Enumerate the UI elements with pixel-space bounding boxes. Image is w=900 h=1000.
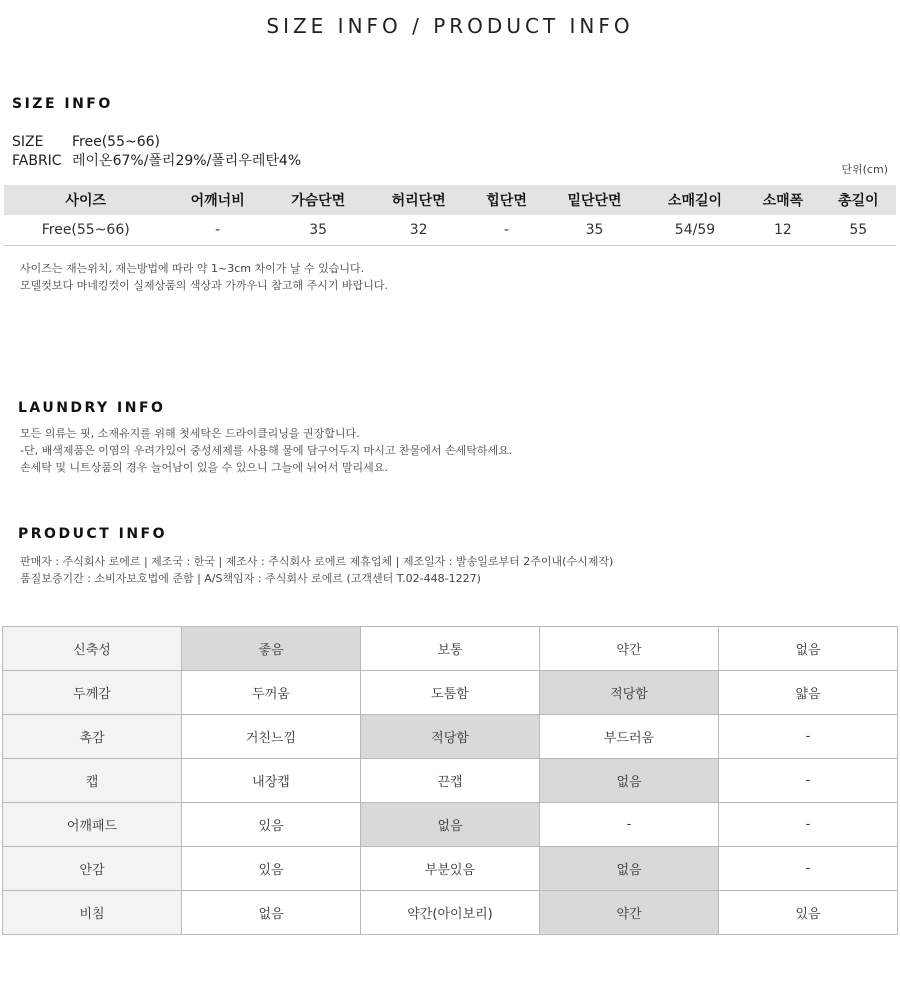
size-cell: Free(55~66) bbox=[4, 215, 167, 246]
size-cell: 32 bbox=[368, 215, 468, 246]
size-cell: - bbox=[469, 215, 544, 246]
feature-option: - bbox=[719, 715, 898, 759]
feature-label: 두께감 bbox=[3, 671, 182, 715]
feature-option: 있음 bbox=[182, 803, 361, 847]
unit-label: 단위(cm) bbox=[841, 163, 888, 176]
feature-option-selected: 약간 bbox=[540, 891, 719, 935]
feature-option: 보통 bbox=[361, 627, 540, 671]
feature-option: 약간 bbox=[540, 627, 719, 671]
feature-option: 도톰함 bbox=[361, 671, 540, 715]
size-note: 사이즈는 재는위치, 재는방법에 따라 약 1~3cm 차이가 날 수 있습니다. bbox=[20, 262, 365, 275]
laundry-info-heading: LAUNDRY INFO bbox=[18, 400, 166, 416]
feature-option: 있음 bbox=[182, 847, 361, 891]
size-value: Free(55~66) bbox=[72, 134, 160, 150]
feature-option: - bbox=[719, 803, 898, 847]
fabric-spec-row bbox=[12, 150, 301, 170]
size-header-cell: 밑단단면 bbox=[544, 185, 644, 215]
feature-row bbox=[3, 847, 898, 891]
size-header-cell: 소매길이 bbox=[645, 185, 745, 215]
size-note: 모델컷보다 마네킹컷이 실제상품의 색상과 가까우니 참고해 주시기 바랍니다. bbox=[20, 279, 389, 292]
product-notes bbox=[20, 553, 613, 587]
feature-option: - bbox=[719, 759, 898, 803]
feature-option: 부분있음 bbox=[361, 847, 540, 891]
product-line: 판매자 : 주식회사 로에르 | 제조국 : 한국 | 제조사 : 주식회사 로에르 제휴업체 | 제조일자 : 발송일로부터 2주이내(수시제작) bbox=[20, 555, 614, 568]
size-label: SIZE bbox=[12, 134, 44, 150]
feature-option-selected: 없음 bbox=[361, 803, 540, 847]
feature-option: 두꺼움 bbox=[182, 671, 361, 715]
feature-label: 안감 bbox=[3, 847, 182, 891]
laundry-line: 모든 의류는 핏, 소재유지를 위해 첫세탁은 드라이클리닝을 권장합니다. bbox=[20, 427, 360, 440]
feature-label: 캡 bbox=[3, 759, 182, 803]
size-header-cell: 총길이 bbox=[821, 185, 896, 215]
size-table-header bbox=[4, 185, 896, 215]
page-title: SIZE INFO / PRODUCT INFO bbox=[266, 14, 634, 38]
size-header-cell: 어깨너비 bbox=[167, 185, 267, 215]
feature-option-selected: 적당함 bbox=[361, 715, 540, 759]
feature-option: 얇음 bbox=[719, 671, 898, 715]
feature-option: 부드러움 bbox=[540, 715, 719, 759]
size-notes bbox=[20, 260, 388, 294]
feature-table bbox=[2, 626, 898, 935]
feature-row bbox=[3, 715, 898, 759]
size-header-cell: 허리단면 bbox=[368, 185, 468, 215]
feature-option: - bbox=[540, 803, 719, 847]
feature-label: 어깨패드 bbox=[3, 803, 182, 847]
feature-option-selected: 없음 bbox=[540, 847, 719, 891]
feature-option: 있음 bbox=[719, 891, 898, 935]
feature-option: 거친느낌 bbox=[182, 715, 361, 759]
feature-option: 없음 bbox=[719, 627, 898, 671]
size-header-cell: 소매폭 bbox=[745, 185, 820, 215]
feature-option-selected: 적당함 bbox=[540, 671, 719, 715]
size-spec-row bbox=[12, 134, 160, 150]
feature-option-selected: 없음 bbox=[540, 759, 719, 803]
feature-option-selected: 좋음 bbox=[182, 627, 361, 671]
size-cell: - bbox=[167, 215, 267, 246]
size-info-heading: SIZE INFO bbox=[12, 96, 113, 112]
size-cell: 54/59 bbox=[645, 215, 745, 246]
feature-row bbox=[3, 803, 898, 847]
size-header-cell: 사이즈 bbox=[4, 185, 167, 215]
size-row bbox=[4, 215, 896, 246]
feature-label: 촉감 bbox=[3, 715, 182, 759]
size-table bbox=[4, 185, 896, 246]
feature-option: 약간(아이보리) bbox=[361, 891, 540, 935]
size-cell: 12 bbox=[745, 215, 820, 246]
size-cell: 35 bbox=[268, 215, 368, 246]
feature-table-body bbox=[3, 627, 898, 935]
size-cell: 35 bbox=[544, 215, 644, 246]
fabric-value: 레이온67%/폴리29%/폴리우레탄4% bbox=[72, 153, 302, 169]
product-info-heading: PRODUCT INFO bbox=[18, 526, 168, 542]
feature-label: 신축성 bbox=[3, 627, 182, 671]
size-header-cell: 가슴단면 bbox=[268, 185, 368, 215]
feature-row bbox=[3, 759, 898, 803]
feature-option: 없음 bbox=[182, 891, 361, 935]
feature-label: 비침 bbox=[3, 891, 182, 935]
feature-row bbox=[3, 627, 898, 671]
feature-row bbox=[3, 891, 898, 935]
size-table-body bbox=[4, 215, 896, 246]
laundry-line: 손세탁 및 니트상품의 경우 늘어남이 있을 수 있으니 그늘에 뉘어서 말리세요. bbox=[20, 461, 388, 474]
feature-option: - bbox=[719, 847, 898, 891]
size-header-cell: 힙단면 bbox=[469, 185, 544, 215]
laundry-line: -단, 배색제품은 이염의 우려가있어 중성세제를 사용해 물에 담구어두지 마시고 찬물에서 손세탁하세요. bbox=[20, 444, 513, 457]
feature-option: 내장캡 bbox=[182, 759, 361, 803]
fabric-label: FABRIC bbox=[12, 153, 62, 169]
laundry-notes bbox=[20, 425, 512, 476]
size-cell: 55 bbox=[821, 215, 896, 246]
product-line: 품질보증기간 : 소비자보호법에 준함 | A/S책임자 : 주식회사 로에르 (고객센터 T.02-448-1227) bbox=[20, 572, 481, 585]
feature-option: 끈캡 bbox=[361, 759, 540, 803]
feature-row bbox=[3, 671, 898, 715]
